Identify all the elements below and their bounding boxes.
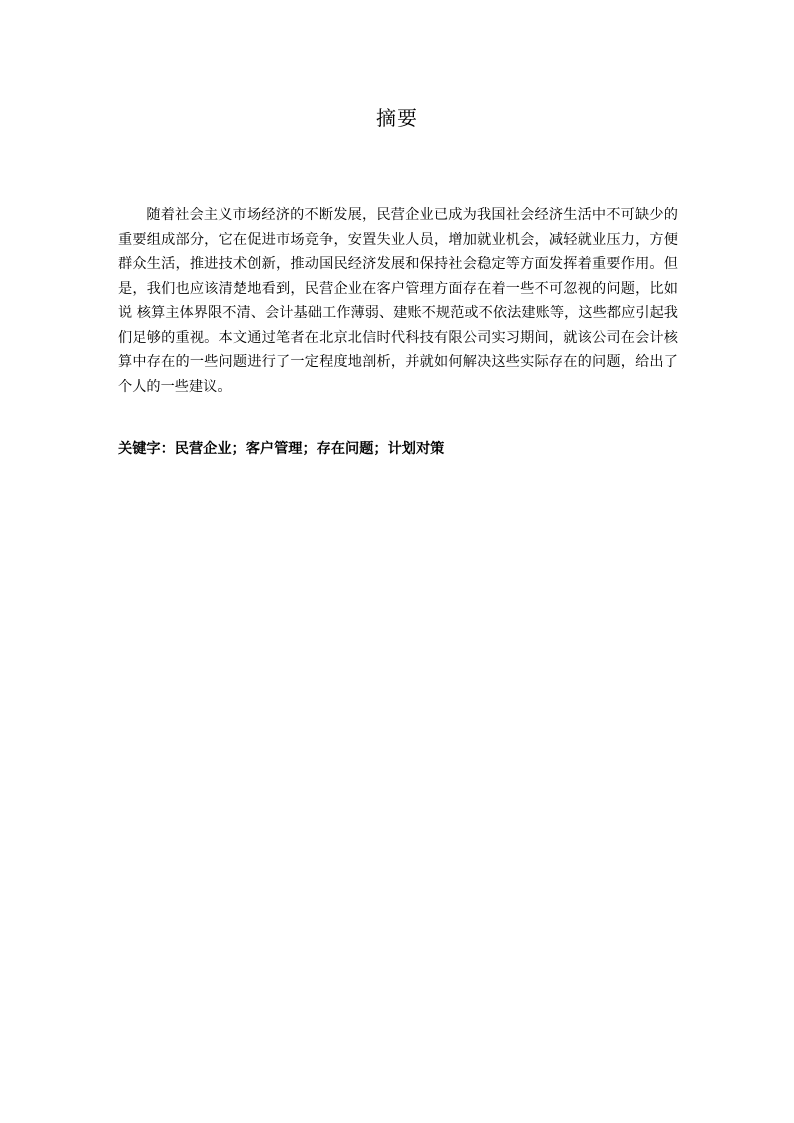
page-title: 摘要 — [376, 106, 418, 130]
abstract-paragraph: 随着社会主义市场经济的不断发展，民营企业已成为我国社会经济生活中不可缺少的重要组成部分，它在促进市场竞争，安置失业人员，增加就业机会，减轻就业压力，方便群众生活，推进技术创新，推动国民经济发展和保持社会稳定等方面发挥着重要作用。但是，我们也应该清楚地看到，民营企业在客户管理方面存在着一些不可忽视的问题，比如说 核算主体界限不清、会计基础工作薄弱、建账不规范或不依法建账等，这些都应引起我们足够的重视。本文通过笔者在北京北信时代科技有限公司实习期间，就该公司在会计核算中存在的一些问题进行了一定程度地剖析，并就如何解决这些实际存在的问题，给出了个人的一些建议。 — [118, 207, 678, 395]
keywords-line: 关键字：民营企业；客户管理；存在问题；计划对策 — [118, 441, 445, 457]
